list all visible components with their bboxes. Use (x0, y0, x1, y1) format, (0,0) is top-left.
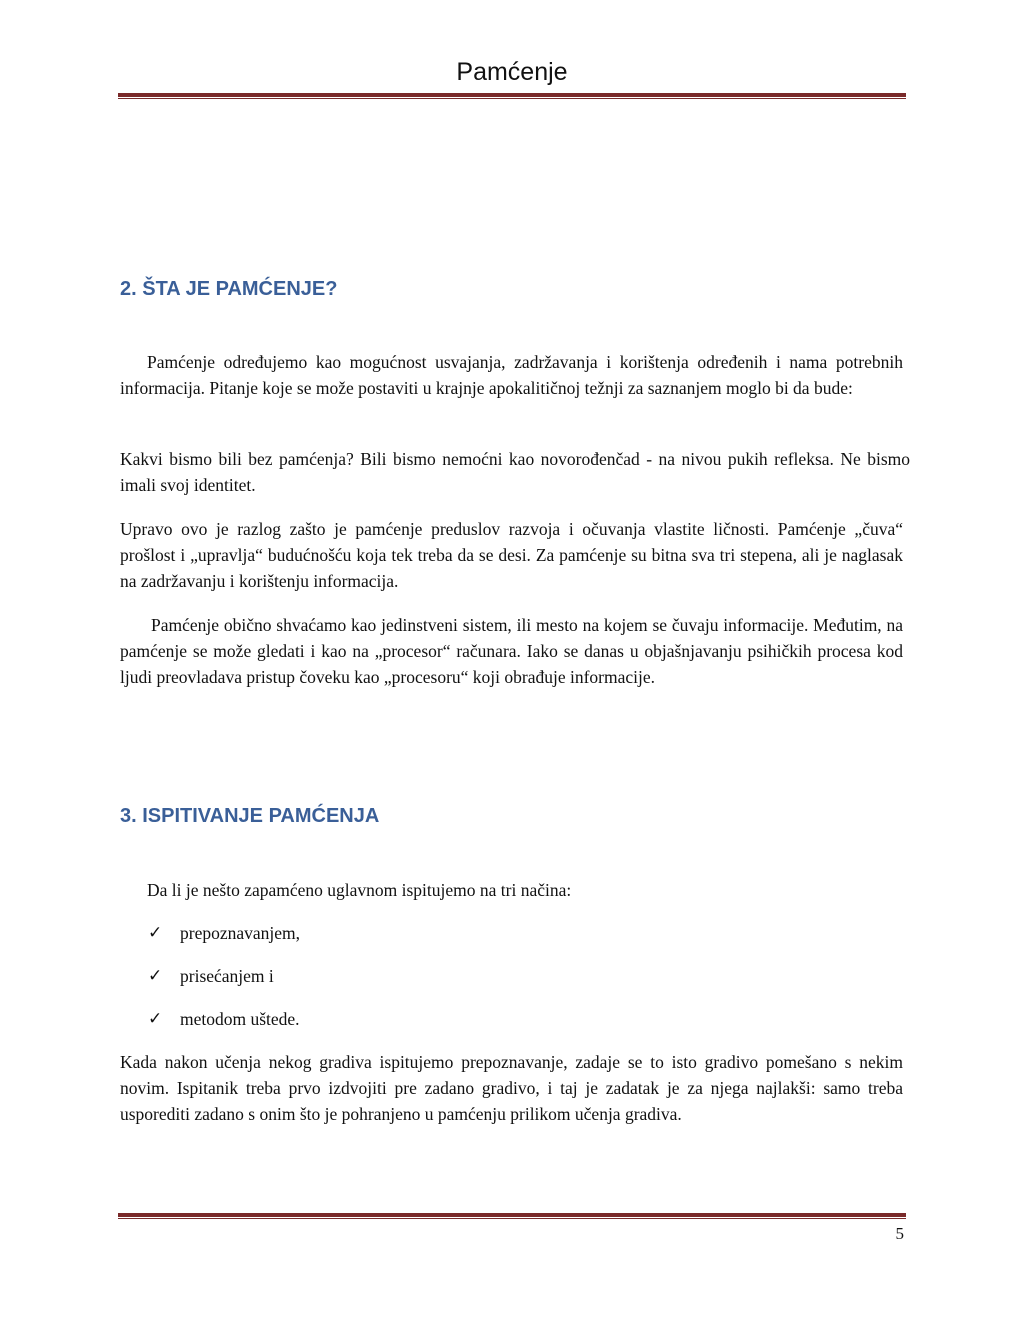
list-item-text: prepoznavanjem, (180, 923, 301, 943)
section3-intro: Da li je nešto zapamćeno uglavnom ispitujemo na tri načina: (147, 880, 572, 900)
paragraph-2: Kakvi bismo bili bez pamćenja? Bili bismo nemoćni kao novorođenčad - na nivou pukih refleksa. Ne bismo imali svoj identitet. (120, 449, 910, 495)
section-heading-2: 2. ŠTA JE PAMĆENJE? (120, 278, 338, 300)
paragraph-3: Upravo ovo je razlog zašto je pamćenje preduslov razvoja i očuvanja vlastite ličnosti. Pamćenje „čuva“ prošlost i „upravlja“ budućnošću koja tek treba da se desi. Za pamćenje su bitna sva tri stepena, ali je naglasak na zadržavanju i korištenju informacija. (120, 519, 903, 591)
page-number: 5 (895, 1224, 904, 1243)
list-item-text: prisećanjem i (180, 966, 274, 986)
list-item-text: metodom uštede. (180, 1009, 300, 1029)
page-header-title: Pamćenje (456, 58, 568, 86)
list-item (148, 920, 300, 963)
checkmark-icon: ✓ (148, 923, 163, 943)
section-heading-3: 3. ISPITIVANJE PAMĆENJA (120, 805, 380, 827)
list-item (148, 963, 300, 1006)
section3-closing-paragraph: Kada nakon učenja nekog gradiva ispitujemo prepoznavanje, zadaje se to isto gradivo pomešano s nekim novim. Ispitanik treba prvo izdvojiti pre zadano gradivo, i taj je zadatak je za njega najlakši: samo treba usporediti zadano s onim što je pohranjeno u pamćenju prilikom učenja gradiva. (120, 1052, 903, 1124)
list-item (148, 1006, 300, 1049)
paragraph-4: Pamćenje obično shvaćamo kao jedinstveni sistem, ili mesto na kojem se čuvaju informacije. Međutim, na pamćenje se može gledati i kao na „procesor“ računara. Iako se danas u objašnjavanju psihičkih procesa kod ljudi preovladava pristup čoveku kao „procesoru“ koji obrađuje informacije. (120, 615, 903, 687)
method-list (148, 920, 300, 1049)
header-divider (118, 93, 906, 99)
footer-divider (118, 1213, 906, 1219)
checkmark-icon: ✓ (148, 1009, 163, 1029)
paragraph-1: Pamćenje određujemo kao mogućnost usvajanja, zadržavanja i korištenja određenih i nama potrebnih informacija. Pitanje koje se može postaviti u krajnje apokalitičnoj težnji za saznanjem moglo bi da bude: (120, 352, 903, 398)
checkmark-icon: ✓ (148, 966, 163, 986)
